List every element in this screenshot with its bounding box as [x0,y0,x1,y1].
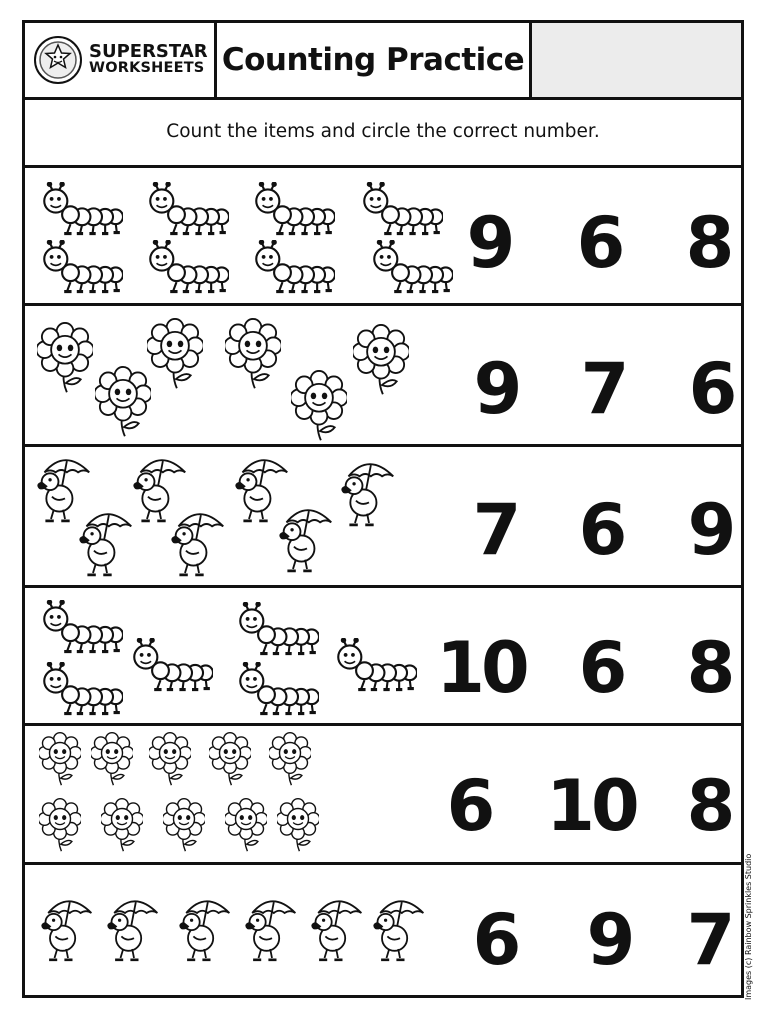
answer-option[interactable]: 9 [687,489,733,571]
answer-option[interactable]: 8 [686,627,732,709]
umbrella-duck-icon [311,893,365,969]
flower-icon [277,798,319,854]
answer-option[interactable]: 7 [686,899,732,981]
answer-option[interactable]: 9 [586,899,632,981]
umbrella-duck-icon [373,893,427,969]
instructions: Count the items and circle the correct number. [25,97,741,168]
answer-option[interactable]: 6 [576,202,622,284]
brand-line-1: SUPERSTAR [89,41,208,62]
answer-option[interactable]: 6 [446,765,492,847]
counting-row [25,865,741,998]
answer-option[interactable]: 10 [436,627,526,709]
answer-option[interactable]: 6 [578,489,624,571]
flower-icon [291,370,347,444]
answer-option[interactable]: 7 [580,348,626,430]
flower-icon [225,318,281,392]
caterpillar-icon [129,638,213,696]
counting-row [25,168,741,306]
counting-row [25,588,741,726]
umbrella-duck-icon [341,457,397,533]
flower-icon [149,732,191,788]
caterpillar-icon [235,662,319,720]
answer-option[interactable]: 10 [546,765,636,847]
answer-option[interactable]: 7 [472,489,518,571]
flower-icon [91,732,133,788]
caterpillar-icon [39,240,123,298]
answer-option[interactable]: 6 [688,348,734,430]
caterpillar-icon [235,602,319,660]
flower-icon [209,732,251,788]
umbrella-duck-icon [41,893,95,969]
brand-logo [25,23,217,97]
caterpillar-icon [333,638,417,696]
umbrella-duck-icon [279,503,335,579]
answer-option[interactable]: 9 [466,202,512,284]
star-face-icon [33,35,83,85]
answer-option[interactable]: 8 [686,765,732,847]
flower-icon [37,322,93,396]
caterpillar-icon [39,600,123,658]
flower-icon [353,324,409,398]
umbrella-duck-icon [179,893,233,969]
flower-icon [225,798,267,854]
flower-icon [39,798,81,854]
caterpillar-icon [39,182,123,240]
caterpillar-icon [251,182,335,240]
answer-option[interactable]: 8 [685,202,731,284]
counting-row [25,306,741,447]
caterpillar-icon [251,240,335,298]
answer-option[interactable]: 6 [578,627,624,709]
page-title: Counting Practice [217,23,532,97]
flower-icon [39,732,81,788]
umbrella-duck-icon [107,893,161,969]
brand-line-2: WORKSHEETS [89,60,205,76]
worksheet-header [25,23,741,100]
name-box[interactable] [532,23,741,97]
caterpillar-icon [359,182,443,240]
answer-option[interactable]: 6 [472,899,518,981]
answer-option[interactable]: 9 [473,348,519,430]
umbrella-duck-icon [79,507,135,583]
caterpillar-icon [369,240,453,298]
umbrella-duck-icon [245,893,299,969]
counting-row [25,726,741,865]
flower-icon [147,318,203,392]
umbrella-duck-icon [171,507,227,583]
caterpillar-icon [145,182,229,240]
flower-icon [95,366,151,440]
flower-icon [269,732,311,788]
caterpillar-icon [145,240,229,298]
worksheet [22,20,744,998]
counting-row [25,447,741,588]
flower-icon [163,798,205,854]
caterpillar-icon [39,662,123,720]
flower-icon [101,798,143,854]
image-credit: Images (c) Rainbow Sprinkles Studio [744,853,753,1000]
